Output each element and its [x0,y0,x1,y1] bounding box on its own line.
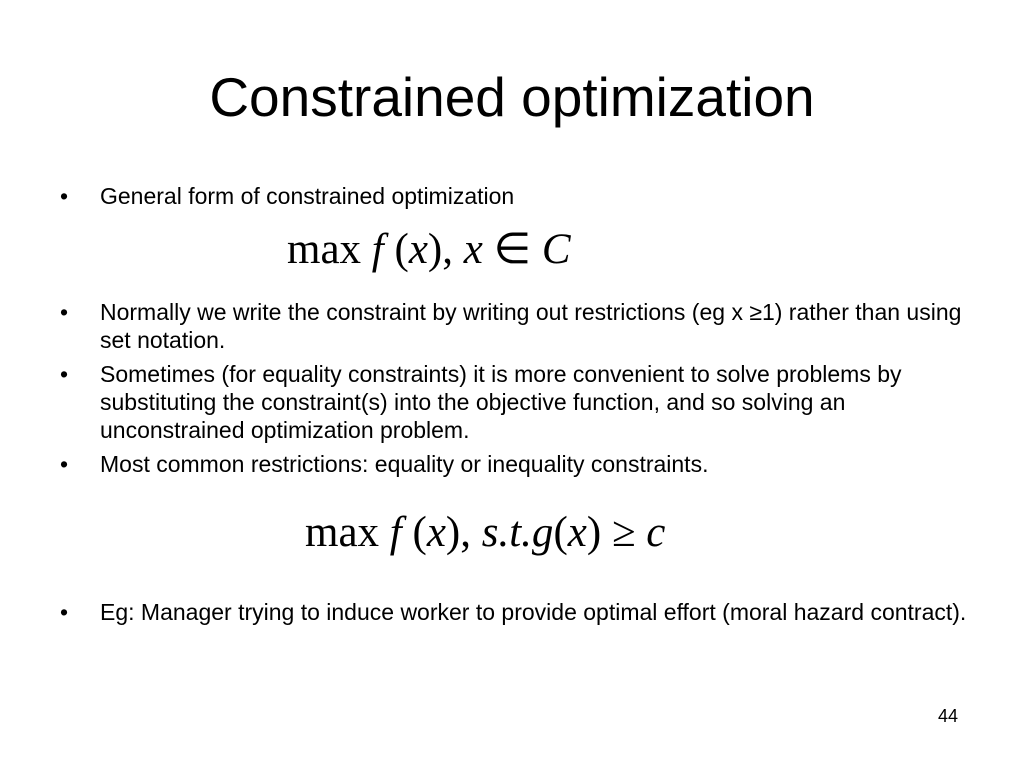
bullet-marker: • [60,299,69,325]
formula-variable: x [426,509,446,556]
formula-geq: ≥ [601,509,647,556]
formula-paren-open: ( [553,509,568,556]
formula-paren-open: ( [383,226,409,273]
slide-title: Constrained optimization [209,66,815,128]
formula-variable: x [567,509,587,556]
formula-set: C [541,226,571,273]
bullet-marker: • [60,599,69,625]
formula-operator: max [287,226,372,273]
formula-element-of: ∈ [482,226,542,273]
bullet-text: Normally we write the constraint by writing out restrictions (eg x ≥1) rather than using set notation. [100,299,962,353]
formula-function: f [371,226,384,273]
bullet-text: Sometimes (for equality constraints) it is more convenient to solve problems by substituting the constraint(s) into the objective function, and so solving an unconstrained optimization problem. [100,361,902,443]
formula-function: f [389,509,402,556]
formula-general-form [287,226,571,274]
formula-paren-close: ) [586,509,602,556]
bullet-marker: • [60,183,69,209]
bullet-marker: • [60,361,69,387]
formula-paren-close: ), [445,509,482,556]
formula-inequality-constraint [305,509,665,557]
formula-variable: x [408,226,428,273]
bullet-marker: • [60,451,69,477]
bullet-text: Most common restrictions: equality or inequality constraints. [100,451,709,477]
bullet-text: General form of constrained optimization [100,183,515,209]
formula-paren-close: ), [427,226,464,273]
page-number: 44 [938,706,959,726]
formula-operator: max [305,509,390,556]
formula-subject-to: s.t.g [481,509,554,556]
formula-variable: x [463,226,483,273]
formula-paren-open: ( [401,509,427,556]
bullet-text: Eg: Manager trying to induce worker to provide optimal effort (moral hazard contract). [100,599,967,625]
formula-constant: c [646,509,666,556]
